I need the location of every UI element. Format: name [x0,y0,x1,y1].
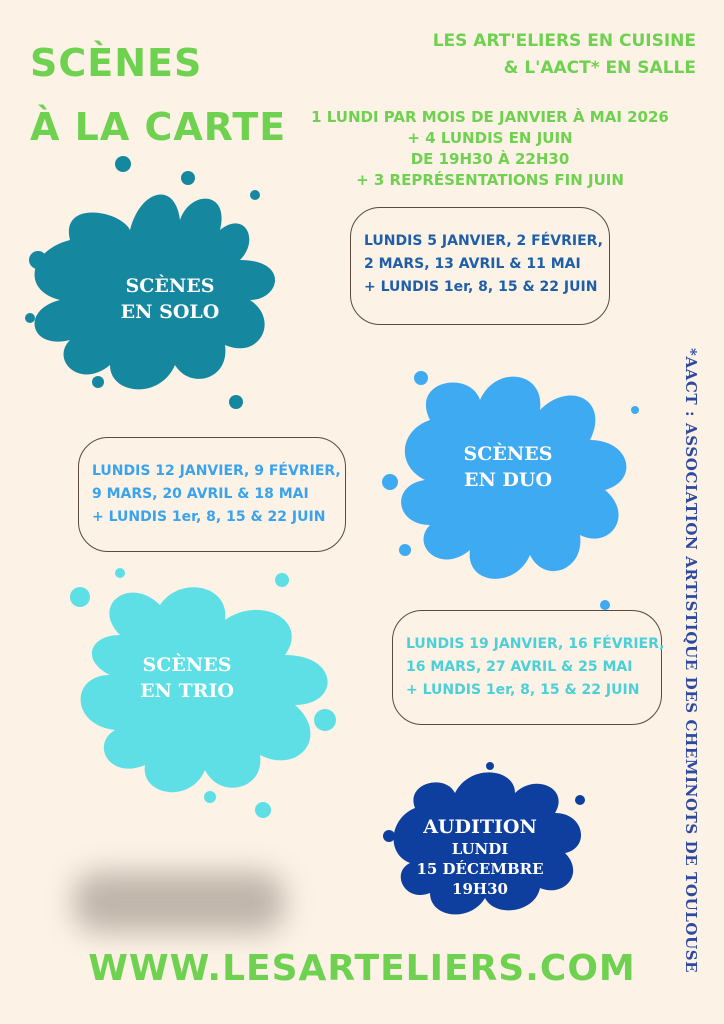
trio-date-line: 16 MARS, 27 AVRIL & 25 MAI [406,659,633,675]
trio-label-line: SCÈNES [142,654,232,676]
schedule-line: + 3 REPRÉSENTATIONS FIN JUIN [356,171,624,189]
solo-label [100,273,240,325]
duo-date-line: LUNDIS 12 JANVIER, 9 FÉVRIER, [92,463,341,479]
audition-label [405,815,555,899]
schedule-line: DE 19H30 À 22H30 [410,150,570,168]
trio-date-line: LUNDIS 19 JANVIER, 16 FÉVRIER, [406,636,665,652]
footnote-vertical: *AACT : ASSOCIATION ARTISTIQUE DES CHEMINOTS DE TOULOUSE [682,348,700,974]
trio-label-line: EN TRIO [140,680,234,702]
header-text [433,28,696,82]
audition-title: AUDITION [423,816,537,838]
trio-dates-box [392,610,665,725]
title-line-2: À LA CARTE [30,105,287,149]
duo-label-line: EN DUO [463,469,553,491]
website-url[interactable]: WWW.LESARTELIERS.COM [88,948,636,989]
schedule-line: 1 LUNDI PAR MOIS DE JANVIER À MAI 2026 [311,108,669,126]
duo-dates-box [78,437,346,552]
solo-dates-box [350,207,610,325]
header-line-1: LES ART'ELIERS EN CUISINE [432,31,696,51]
title-line-1: SCÈNES [30,41,203,85]
trio-date-line: + LUNDIS 1er, 8, 15 & 22 JUIN [406,682,640,698]
solo-date-line: 2 MARS, 13 AVRIL & 11 MAI [364,256,581,272]
trio-label [117,652,257,704]
audition-day: LUNDI [451,840,509,858]
solo-date-line: LUNDIS 5 JANVIER, 2 FÉVRIER, [364,233,603,249]
audition-time: 19H30 [452,880,508,898]
duo-date-line: + LUNDIS 1er, 8, 15 & 22 JUIN [92,509,326,525]
solo-label-line: EN SOLO [120,301,220,323]
audition-date: 15 DÉCEMBRE [416,860,544,878]
duo-date-line: 9 MARS, 20 AVRIL & 18 MAI [92,486,309,502]
schedule [300,107,680,191]
blurred-shadow [74,872,284,932]
solo-label-line: SCÈNES [125,275,215,297]
duo-label-line: SCÈNES [463,443,553,465]
solo-date-line: + LUNDIS 1er, 8, 15 & 22 JUIN [364,279,598,295]
schedule-line: + 4 LUNDIS EN JUIN [407,129,573,147]
duo-label [438,441,578,493]
header-line-2: & L'AACT* EN SALLE [503,58,696,78]
